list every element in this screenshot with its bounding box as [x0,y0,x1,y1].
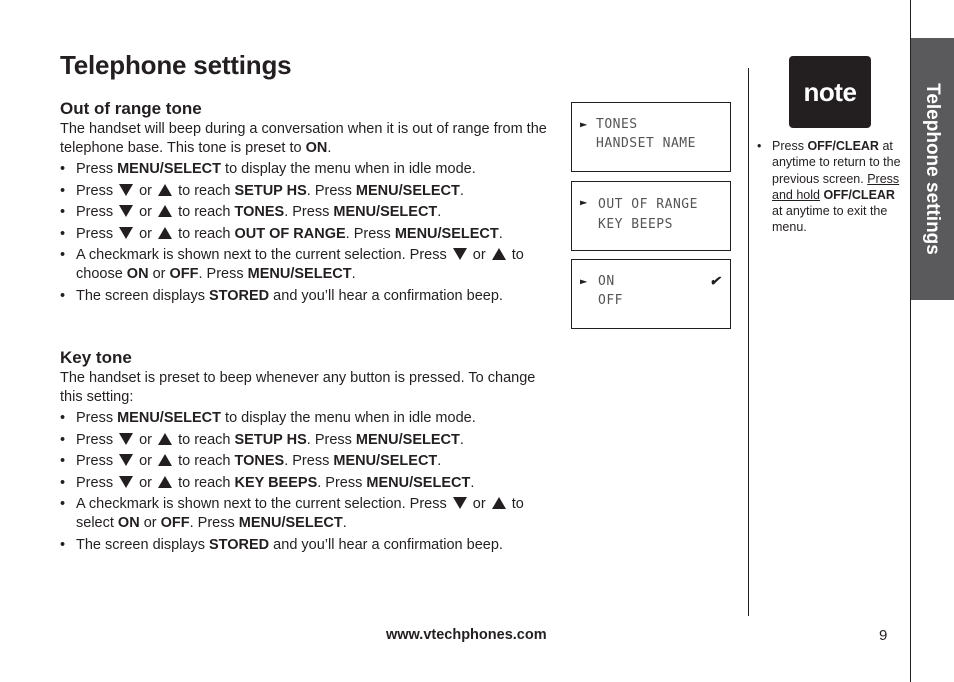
key-tone-section [60,348,560,558]
list-item: • Press or to reach TONES. Press MENU/SELECT. [60,203,560,222]
lcd-screen-out-of-range [571,181,731,251]
section-intro: The handset will beep during a conversation when it is out of range from the telephone base. This tone is preset to ON. [60,121,547,156]
section-heading: Out of range tone [60,99,202,118]
down-arrow-icon [119,205,133,217]
lcd-line: TONES [596,117,638,132]
page-number: 9 [879,627,888,644]
up-arrow-icon [158,454,172,466]
lcd-line: OFF [598,293,623,308]
section-heading: Key tone [60,348,132,367]
note-icon: note [789,56,871,128]
up-arrow-icon [492,248,506,260]
selector-arrow-icon: ► [580,195,588,209]
list-item: • A checkmark is shown next to the current selection. Press or to choose ON or OFF. Press MENU/SELECT. [60,246,560,284]
list-item: • The screen displays STORED and you’ll hear a confirmation beep. [60,536,560,555]
down-arrow-icon [453,248,467,260]
up-arrow-icon [158,433,172,445]
list-item: • Press or to reach OUT OF RANGE. Press MENU/SELECT. [60,225,560,244]
lcd-screen-tones [571,102,731,172]
lcd-line: KEY BEEPS [598,217,673,232]
steps-list [60,160,560,306]
bullet-icon: • [757,139,762,153]
down-arrow-icon [119,227,133,239]
footer-url: www.vtechphones.com [386,627,547,643]
list-item: • Press or to reach SETUP HS. Press MENU/SELECT. [60,431,560,450]
side-tab-label: Telephone settings [922,83,943,255]
list-item: • Press or to reach SETUP HS. Press MENU/SELECT. [60,182,560,201]
lcd-screen-on-off [571,259,731,329]
up-arrow-icon [158,476,172,488]
list-item: • Press or to reach KEY BEEPS. Press MENU/SELECT. [60,474,560,493]
list-item: • Press or to reach TONES. Press MENU/SELECT. [60,452,560,471]
steps-list [60,409,560,555]
lcd-line: OUT OF RANGE [598,197,698,212]
checkmark-icon: ✔ [710,271,720,289]
section-intro: The handset is preset to beep whenever any button is pressed. To change this setting: [60,370,536,405]
note-text: • Press OFF/CLEAR at anytime to return to the previous screen. Press and hold OFF/CLEAR at anytime to exit the menu. [757,139,901,235]
down-arrow-icon [119,433,133,445]
up-arrow-icon [492,497,506,509]
column-divider [748,68,749,616]
selector-arrow-icon: ► [580,274,588,288]
page-title: Telephone settings [60,50,292,80]
lcd-line: HANDSET NAME [596,136,696,151]
out-of-range-section [60,99,560,309]
down-arrow-icon [119,454,133,466]
selector-arrow-icon: ► [580,117,588,131]
list-item: • Press MENU/SELECT to display the menu when in idle mode. [60,160,560,179]
list-item: • Press MENU/SELECT to display the menu when in idle mode. [60,409,560,428]
down-arrow-icon [119,184,133,196]
up-arrow-icon [158,184,172,196]
down-arrow-icon [453,497,467,509]
list-item: • A checkmark is shown next to the current selection. Press or to select ON or OFF. Press MENU/SELECT. [60,495,560,533]
list-item: • The screen displays STORED and you’ll hear a confirmation beep. [60,287,560,306]
down-arrow-icon [119,476,133,488]
up-arrow-icon [158,227,172,239]
lcd-line: ON [598,274,615,289]
up-arrow-icon [158,205,172,217]
